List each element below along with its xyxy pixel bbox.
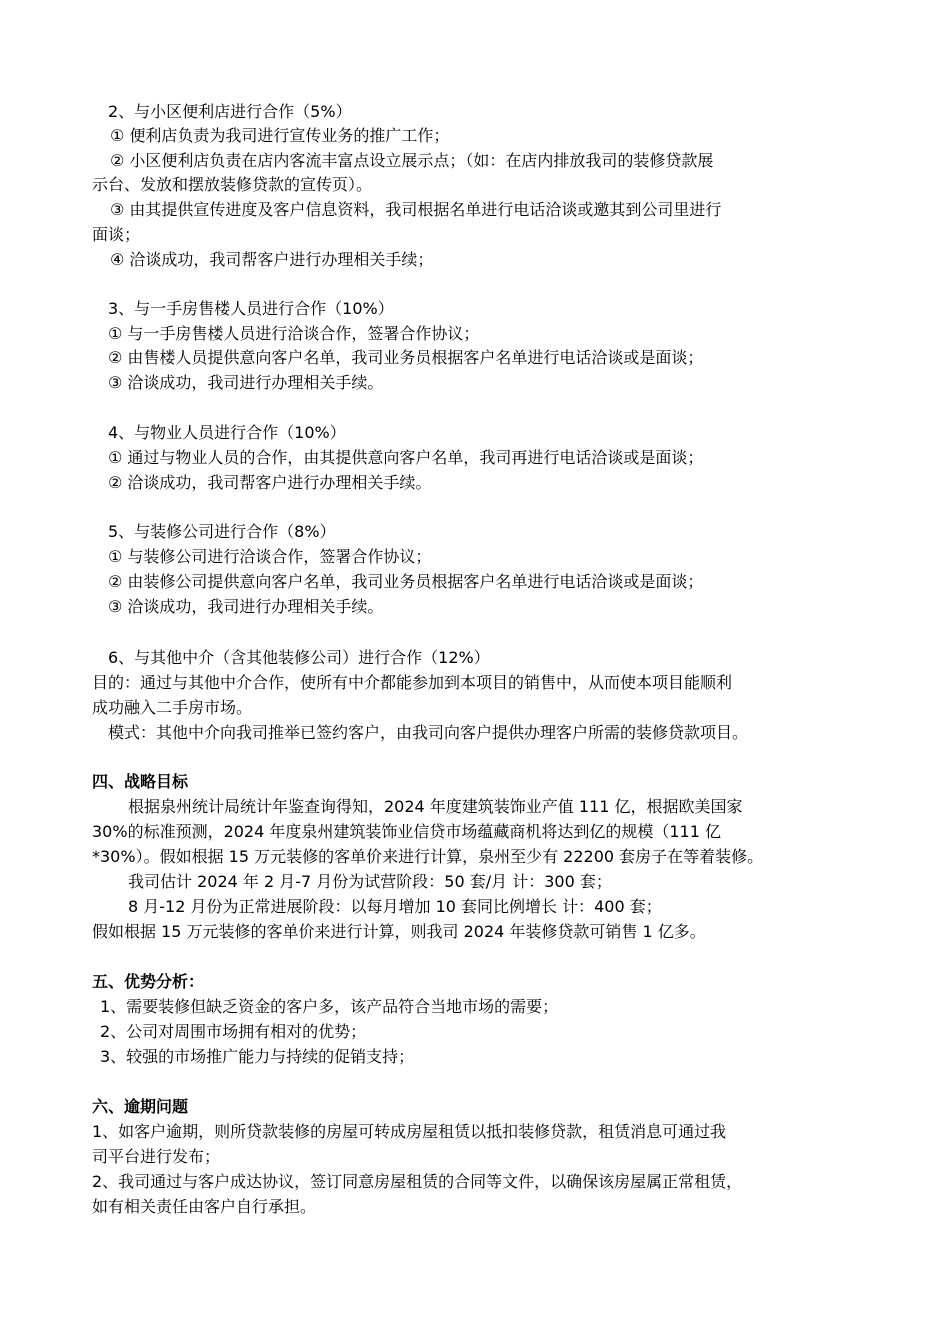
paragraph-line: ③ 洽谈成功，我司进行办理相关手续。 [108,373,384,392]
paragraph-line: 根据泉州统计局统计年鉴查询得知，2024 年度建筑装饰业产值 111 亿，根据欧美国家 [128,797,743,816]
paragraph-line: ③ 洽谈成功，我司进行办理相关手续。 [108,597,384,616]
chapter-heading: 五、优势分析： [92,972,205,991]
paragraph-line: 司平台进行发布； [92,1147,221,1166]
paragraph-line: ① 通过与物业人员的合作，由其提供意向客户名单，我司再进行电话洽谈或是面谈； [108,448,704,467]
paragraph-line: ② 小区便利店负责在店内客流丰富点设立展示点；（如：在店内排放我司的装修贷款展 [110,151,714,170]
paragraph-line: 2、我司通过与客户成达协议，签订同意房屋租赁的合同等文件，以确保该房屋属正常租赁， [92,1172,743,1191]
list-item: 2、公司对周围市场拥有相对的优势； [100,1022,367,1041]
paragraph-line: ① 便利店负责为我司进行宣传业务的推广工作； [110,126,450,145]
paragraph-line: ③ 由其提供宣传进度及客户信息资料，我司根据名单进行电话洽谈或邀其到公司里进行 [110,200,722,219]
paragraph-line: ④ 洽谈成功，我司帮客户进行办理相关手续； [110,250,434,269]
paragraph-line: ② 由装修公司提供意向客户名单，我司业务员根据客户名单进行电话洽谈或是面谈； [108,572,704,591]
section-heading: 3、与一手房售楼人员进行合作（10%） [108,299,394,318]
paragraph-line: 8 月-12 月份为正常进展阶段：以每月增加 10 套同比例增长 计：400 套； [128,897,662,916]
list-item: 1、需要装修但缺乏资金的客户多，该产品符合当地市场的需要； [100,997,559,1016]
paragraph-line: 目的：通过与其他中介合作，使所有中介都能参加到本项目的销售中，从而使本项目能顺利 [92,673,733,692]
paragraph-line: ② 洽谈成功，我司帮客户进行办理相关手续。 [108,473,432,492]
chapter-heading: 六、逾期问题 [92,1097,189,1116]
paragraph-line: ① 与一手房售楼人员进行洽谈合作，签署合作协议； [108,324,480,343]
paragraph-line: 30%的标准预测，2024 年度泉州建筑装饰业信贷市场蕴藏商机将达到亿的规模（111 亿 [92,822,721,841]
paragraph-line: ② 由售楼人员提供意向客户名单，我司业务员根据客户名单进行电话洽谈或是面谈； [108,348,704,367]
paragraph-line: 假如根据 15 万元装修的客单价来进行计算，则我司 2024 年装修贷款可销售 1 亿多。 [92,922,706,941]
paragraph-line: *30%）。假如根据 15 万元装修的客单价来进行计算，泉州至少有 22200 套房子在等着装修。 [92,847,764,866]
section-heading: 6、与其他中介（含其他装修公司）进行合作（12%） [108,648,490,667]
paragraph-line: 成功融入二手房市场。 [92,698,253,717]
section-heading: 5、与装修公司进行合作（8%） [108,522,336,541]
paragraph-line: 示台、发放和摆放装修贷款的宣传页）。 [92,175,373,194]
paragraph-line: 面谈； [92,225,141,244]
paragraph-line: 1、如客户逾期，则所贷款装修的房屋可转成房屋租赁以抵扣装修贷款，租赁消息可通过我 [92,1122,727,1141]
list-item: 3、较强的市场推广能力与持续的促销支持； [100,1047,415,1066]
paragraph-line: 模式：其他中介向我司推举已签约客户，由我司向客户提供办理客户所需的装修贷款项目。 [108,723,749,742]
paragraph-line: 我司估计 2024 年 2 月-7 月份为试营阶段：50 套/月 计：300 套； [128,872,612,891]
paragraph-line: ① 与装修公司进行洽谈合作，签署合作协议； [108,547,432,566]
section-heading: 4、与物业人员进行合作（10%） [108,423,346,442]
paragraph-line: 如有相关责任由客户自行承担。 [92,1197,317,1216]
chapter-heading: 四、战略目标 [92,772,189,791]
section-heading: 2、与小区便利店进行合作（5%） [108,102,352,121]
